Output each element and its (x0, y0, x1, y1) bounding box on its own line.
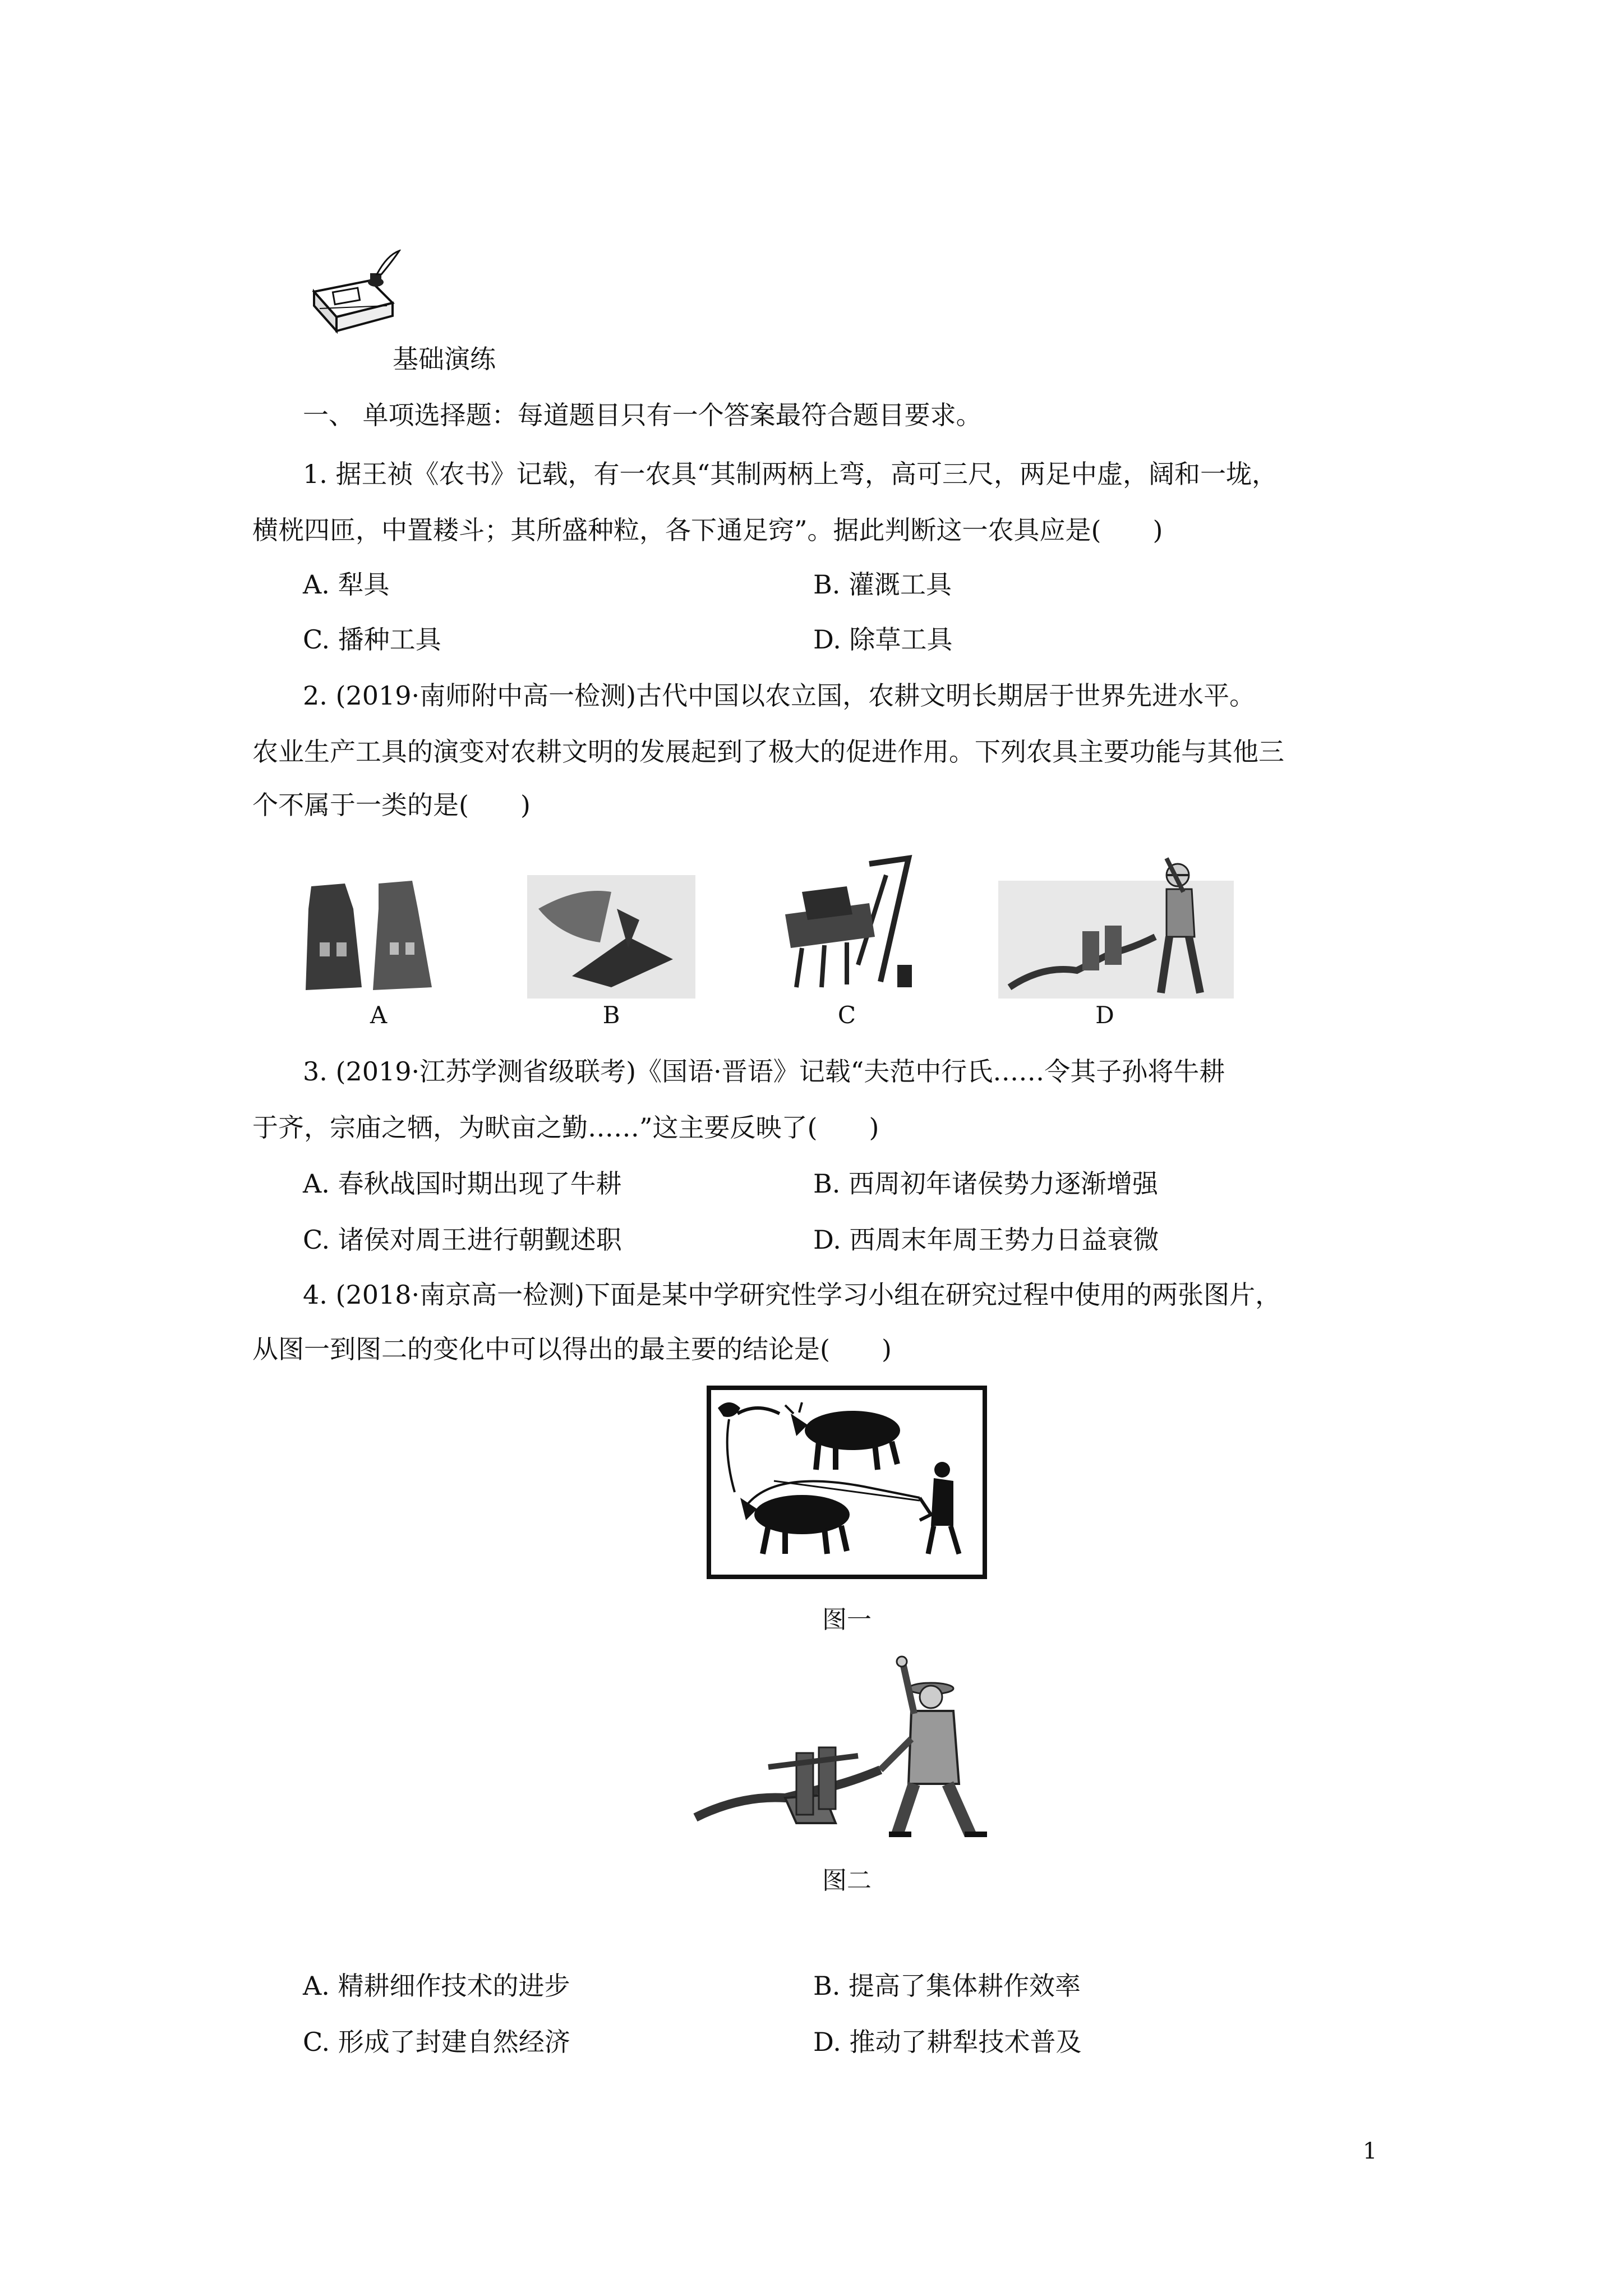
q1-option-c[interactable]: C. 播种工具 (303, 624, 441, 655)
q1-option-a[interactable]: A. 犁具 (303, 569, 390, 600)
q2-label-c: C (837, 1001, 856, 1029)
q4-option-b[interactable]: B. 提高了集体耕作效率 (813, 1971, 1081, 2001)
figure-2-farmer-plow-image[interactable] (690, 1655, 1004, 1840)
q2-image-c-seed-drill[interactable] (768, 853, 925, 999)
q3-option-d[interactable]: D. 西周末年周王势力日益衰微 (813, 1225, 1159, 1255)
q3-option-c[interactable]: C. 诸侯对周王进行朝觐述职 (303, 1225, 622, 1255)
q4-option-c[interactable]: C. 形成了封建自然经济 (303, 2027, 570, 2057)
figure-2-caption: 图二 (822, 1866, 872, 1895)
q2-image-b-plow-share[interactable] (527, 875, 695, 999)
q2-label-a: A (370, 1001, 388, 1029)
q1-option-b[interactable]: B. 灌溉工具 (813, 569, 952, 600)
q3-option-a[interactable]: A. 春秋战国时期出现了牛耕 (303, 1168, 622, 1199)
q2-stem-line2: 农业生产工具的演变对农耕文明的发展起到了极大的促进作用。下列农具主要功能与其他三 (252, 737, 1284, 767)
q1-stem-line2: 横桄四匝，中置耧斗；其所盛种粒，各下通足窍”。据此判断这一农具应是( ) (252, 515, 1163, 545)
q2-label-b: B (602, 1001, 620, 1029)
q1-stem-line1: 1. 据王祯《农书》记载，有一农具“其制两柄上弯，高可三尺，两足中虚，阔和一垅， (303, 459, 1278, 489)
book-quill-icon (303, 250, 404, 339)
figure-1-ox-plowing-image[interactable] (707, 1386, 987, 1579)
figure-1-caption: 图一 (822, 1605, 872, 1634)
q1-option-d[interactable]: D. 除草工具 (813, 624, 953, 655)
q4-option-a[interactable]: A. 精耕细作技术的进步 (303, 1971, 570, 2001)
section-title: 基础演练 (393, 344, 496, 374)
q2-label-d: D (1095, 1001, 1114, 1029)
q3-option-b[interactable]: B. 西周初年诸侯势力逐渐增强 (813, 1168, 1159, 1199)
q3-stem-line1: 3. (2019·江苏学测省级联考)《国语·晋语》记载“夫范中行氏……令其子孙将牛耕 (303, 1056, 1225, 1087)
q4-stem-line1: 4. (2018·南京高一检测)下面是某中学研究性学习小组在研究过程中使用的两张图片， (303, 1280, 1281, 1310)
q4-option-d[interactable]: D. 推动了耕犁技术普及 (813, 2027, 1082, 2057)
q4-stem-line2: 从图一到图二的变化中可以得出的最主要的结论是( ) (252, 1334, 892, 1364)
q2-image-d-farmer-plow[interactable] (998, 853, 1234, 999)
q2-stem-line3: 个不属于一类的是( ) (252, 790, 531, 820)
q2-image-a-iron-tools[interactable] (300, 875, 435, 999)
q3-stem-line2: 于齐，宗庙之牺，为畎亩之勤……”这主要反映了( ) (252, 1112, 879, 1143)
page-number: 1 (1363, 2138, 1377, 2164)
instruction-text: 一、 单项选择题：每道题目只有一个答案最符合题目要求。 (303, 400, 982, 430)
q2-stem-line1: 2. (2019·南师附中高一检测)古代中国以农立国，农耕文明长期居于世界先进水平。 (303, 680, 1256, 711)
